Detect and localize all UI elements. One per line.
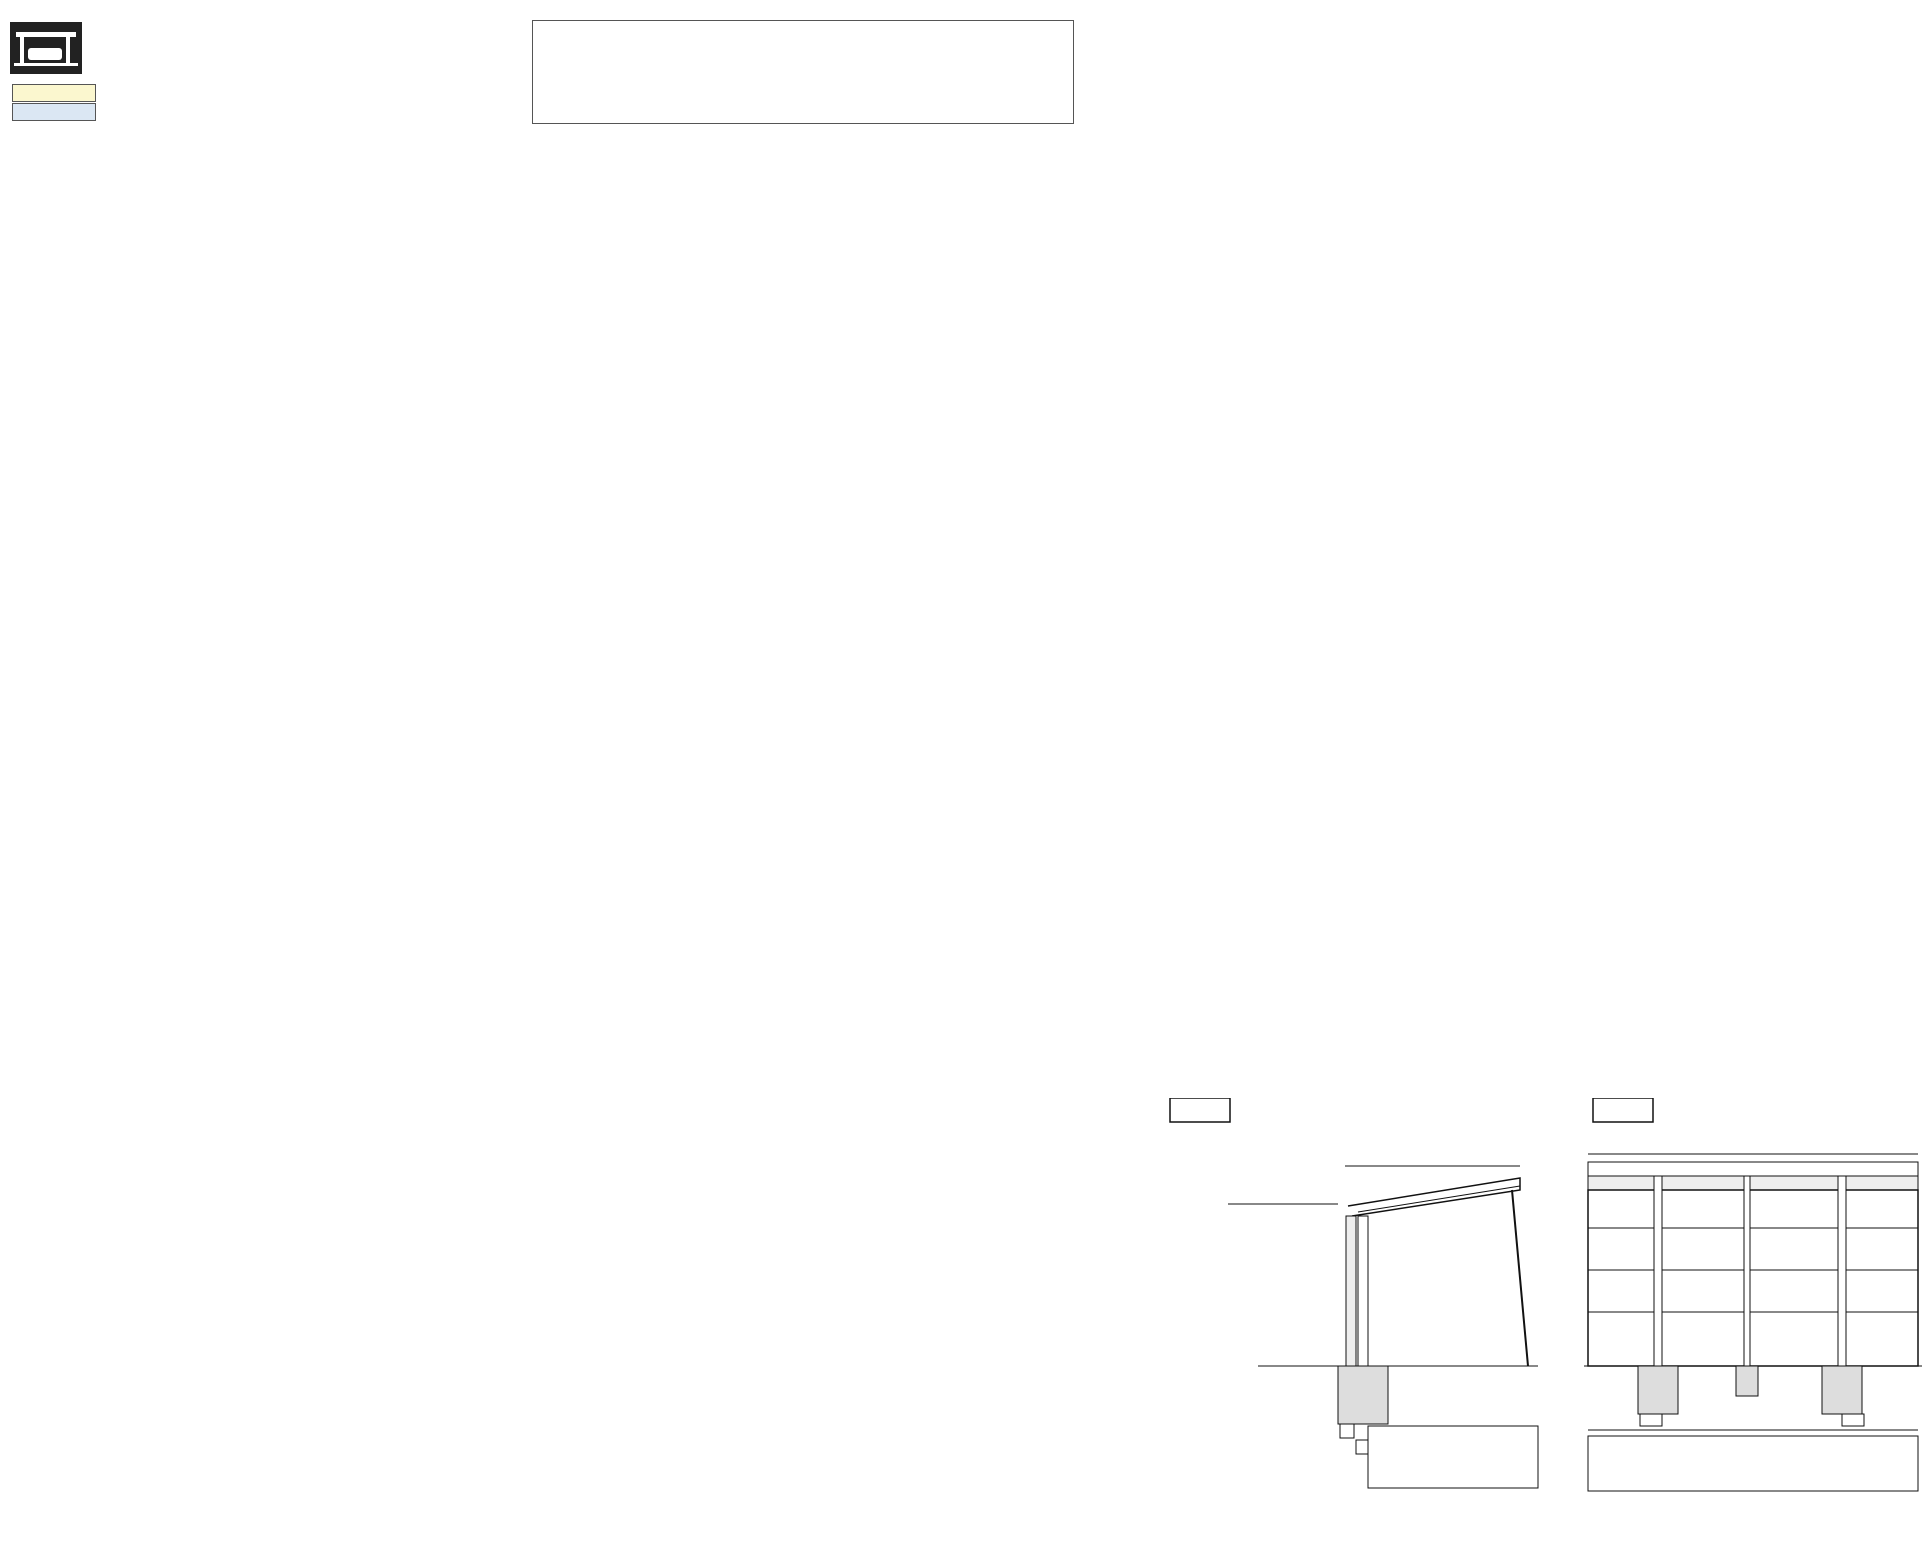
carport-icon [10, 22, 82, 74]
legend-standard [12, 84, 96, 102]
model-code-box [532, 20, 1074, 124]
front-tab [1170, 1098, 1230, 1122]
legend-long [12, 103, 96, 121]
side-tab [1593, 1098, 1653, 1122]
dimension-diagram [1148, 1098, 1923, 1493]
